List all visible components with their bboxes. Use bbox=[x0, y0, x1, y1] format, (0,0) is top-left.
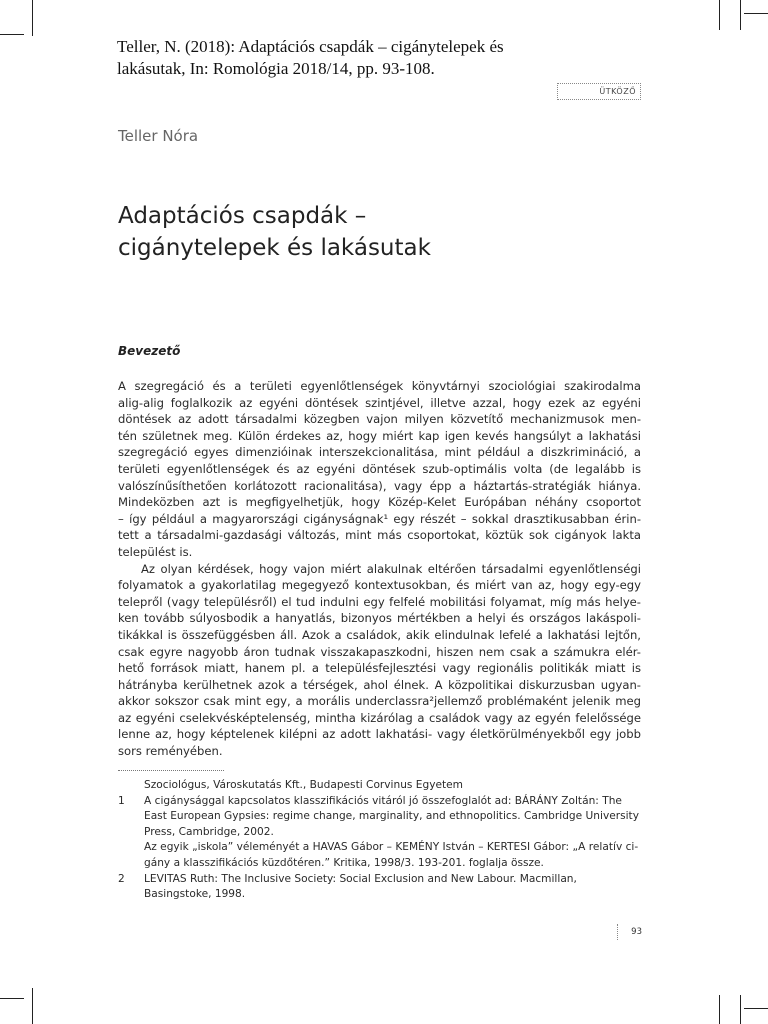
footnote-line: gány a klasszifikációs küzdőtéren.” Kritika, 1998/3. 193-201. foglalja össze. bbox=[144, 856, 544, 869]
section-tag: ÜTKÖZŐ bbox=[557, 83, 641, 100]
body-line: folyamatok a gyakorlatilag megegyező kontextusokban, és miért van az, hogy egy-egy bbox=[118, 578, 641, 593]
body-line: – így például a magyarországi cigányságnak¹ egy részét – sokkal drasztikusabban érin- bbox=[118, 511, 641, 526]
footnote-separator bbox=[118, 770, 224, 771]
footnote-2 bbox=[118, 872, 641, 903]
footnote-line: Az egyik „iskola” véleményét a HAVAS Gábor – KEMÉNY István – KERTESI Gábor: „A relatív ci- bbox=[144, 841, 639, 854]
title-line: cigánytelepek és lakásutak bbox=[118, 235, 431, 261]
crop-mark bbox=[32, 988, 33, 1024]
crop-mark bbox=[0, 998, 24, 999]
crop-mark bbox=[744, 1008, 768, 1009]
author-name: Teller Nóra bbox=[118, 127, 199, 145]
footnote-line: A cigánysággal kapcsolatos klasszifikációs vitáról jó összefoglalót ad: BÁRÁNY Zoltán: The bbox=[144, 794, 622, 807]
footnote-line: Basingstoke, 1998. bbox=[144, 888, 246, 901]
crop-mark bbox=[32, 0, 33, 36]
citation-line: Teller, N. (2018): Adaptációs csapdák – cigánytelepek és bbox=[117, 37, 504, 56]
body-line: alig-alig foglalkozik az egyéni döntések szintjével, illetve azzal, hogy ezek az egyéni bbox=[118, 395, 641, 410]
footnote-line: LEVITAS Ruth: The Inclusive Society: Social Exclusion and New Labour. Macmillan, bbox=[144, 872, 577, 885]
body-line: Az olyan kérdések, hogy vajon miért alakulnak eltérően társadalmi egyenlőtlenségi bbox=[141, 561, 641, 576]
crop-mark bbox=[719, 995, 720, 1024]
crop-mark bbox=[744, 13, 768, 14]
footnote-line: Press, Cambridge, 2002. bbox=[144, 825, 274, 838]
article-title bbox=[118, 200, 638, 264]
footnote-affiliation bbox=[118, 778, 641, 794]
body-line: telepről (vagy településről) el tud indulni egy felfelé mobilitási folyamat, míg más helye- bbox=[118, 594, 641, 609]
body-line: tén születnek meg. Külön érdekes az, hogy miért kap igen kevés hangsúlyt a lakhatási bbox=[118, 428, 641, 443]
body-line: akkor sokszor csak mint egy, a morális underclassra²jellemző problémaként jelenik meg bbox=[118, 694, 641, 709]
footnote-line: Szociológus, Városkutatás Kft., Budapesti Corvinus Egyetem bbox=[144, 779, 464, 791]
body-line: valószínűsíthetően korlátozott racionalitása), vagy épp a háztartás-stratégiák hiánya. bbox=[118, 478, 641, 493]
crop-mark bbox=[0, 34, 24, 35]
section-heading: Bevezető bbox=[118, 344, 181, 358]
page-number: 93 bbox=[617, 924, 642, 940]
citation bbox=[117, 36, 677, 80]
footnote-number: 2 bbox=[118, 872, 125, 885]
footnote-line: East European Gypsies: regime change, marginality, and ethnopolitics. Cambridge University bbox=[144, 810, 639, 823]
body-line: lenne az, hogy képtelenek kilépni az adott lakhatási- vagy életkörülményekből egy jobb bbox=[118, 727, 641, 742]
body-line: területi egyenlőtlenségek és az egyéni döntések szub-optimális volta (de legalább is bbox=[118, 461, 641, 476]
body-line: hető források miatt, hanem pl. a településfejlesztési vagy regionális politikák miatt is bbox=[118, 661, 641, 676]
body-line: tikákkal is összefüggésben áll. Azok a családok, akik elindulnak lefelé a lakhatási lejtőn, bbox=[118, 627, 641, 642]
body-text bbox=[118, 378, 641, 760]
crop-mark bbox=[740, 0, 741, 30]
crop-mark bbox=[740, 995, 741, 1024]
body-line: települést is. bbox=[118, 544, 193, 559]
body-line: A szegregáció és a területi egyenlőtlenségek könyvtárnyi szociológiai szakirodalma bbox=[118, 379, 641, 393]
body-line: az egyéni cselekvésképtelenség, mintha kizárólag a családok vagy az egyén felelőssége bbox=[118, 710, 641, 725]
title-line: Adaptációs csapdák – bbox=[118, 203, 367, 229]
body-line: tett a társadalmi-gazdasági változás, mint más csoportokat, köztük sok cigányok lakta bbox=[118, 528, 641, 543]
citation-line: lakásutak, In: Romológia 2018/14, pp. 93-108. bbox=[117, 59, 435, 78]
body-line: sors reményében. bbox=[118, 744, 223, 759]
body-line: szegregáció egyes dimenzióinak interszekcionalitása, mint például a diszkrimináció, a bbox=[118, 445, 641, 460]
footnote-1 bbox=[118, 794, 641, 872]
footnotes bbox=[118, 778, 641, 903]
body-line: csak egyre nagyobb áron tudnak visszakapaszkodni, hiszen nem csak a számukra elér- bbox=[118, 644, 641, 659]
body-line: ken tovább súlyosbodik a hanyatlás, bizonyos mértékben a helyi és országos lakáspoli- bbox=[118, 611, 641, 626]
body-line: hátrányba kerülhetnek azok a térségek, ahol élnek. A közpolitikai diskurzusban ugyan- bbox=[118, 677, 641, 692]
body-line: Mindeközben azt is megfigyelhetjük, hogy Közép-Kelet Európában néhány csoportot bbox=[118, 495, 641, 510]
footnote-number: 1 bbox=[118, 794, 125, 807]
crop-mark bbox=[719, 0, 720, 30]
body-line: döntések az adott társadalmi közegben vajon milyen közvetítő mechanizmusok men- bbox=[118, 412, 641, 427]
